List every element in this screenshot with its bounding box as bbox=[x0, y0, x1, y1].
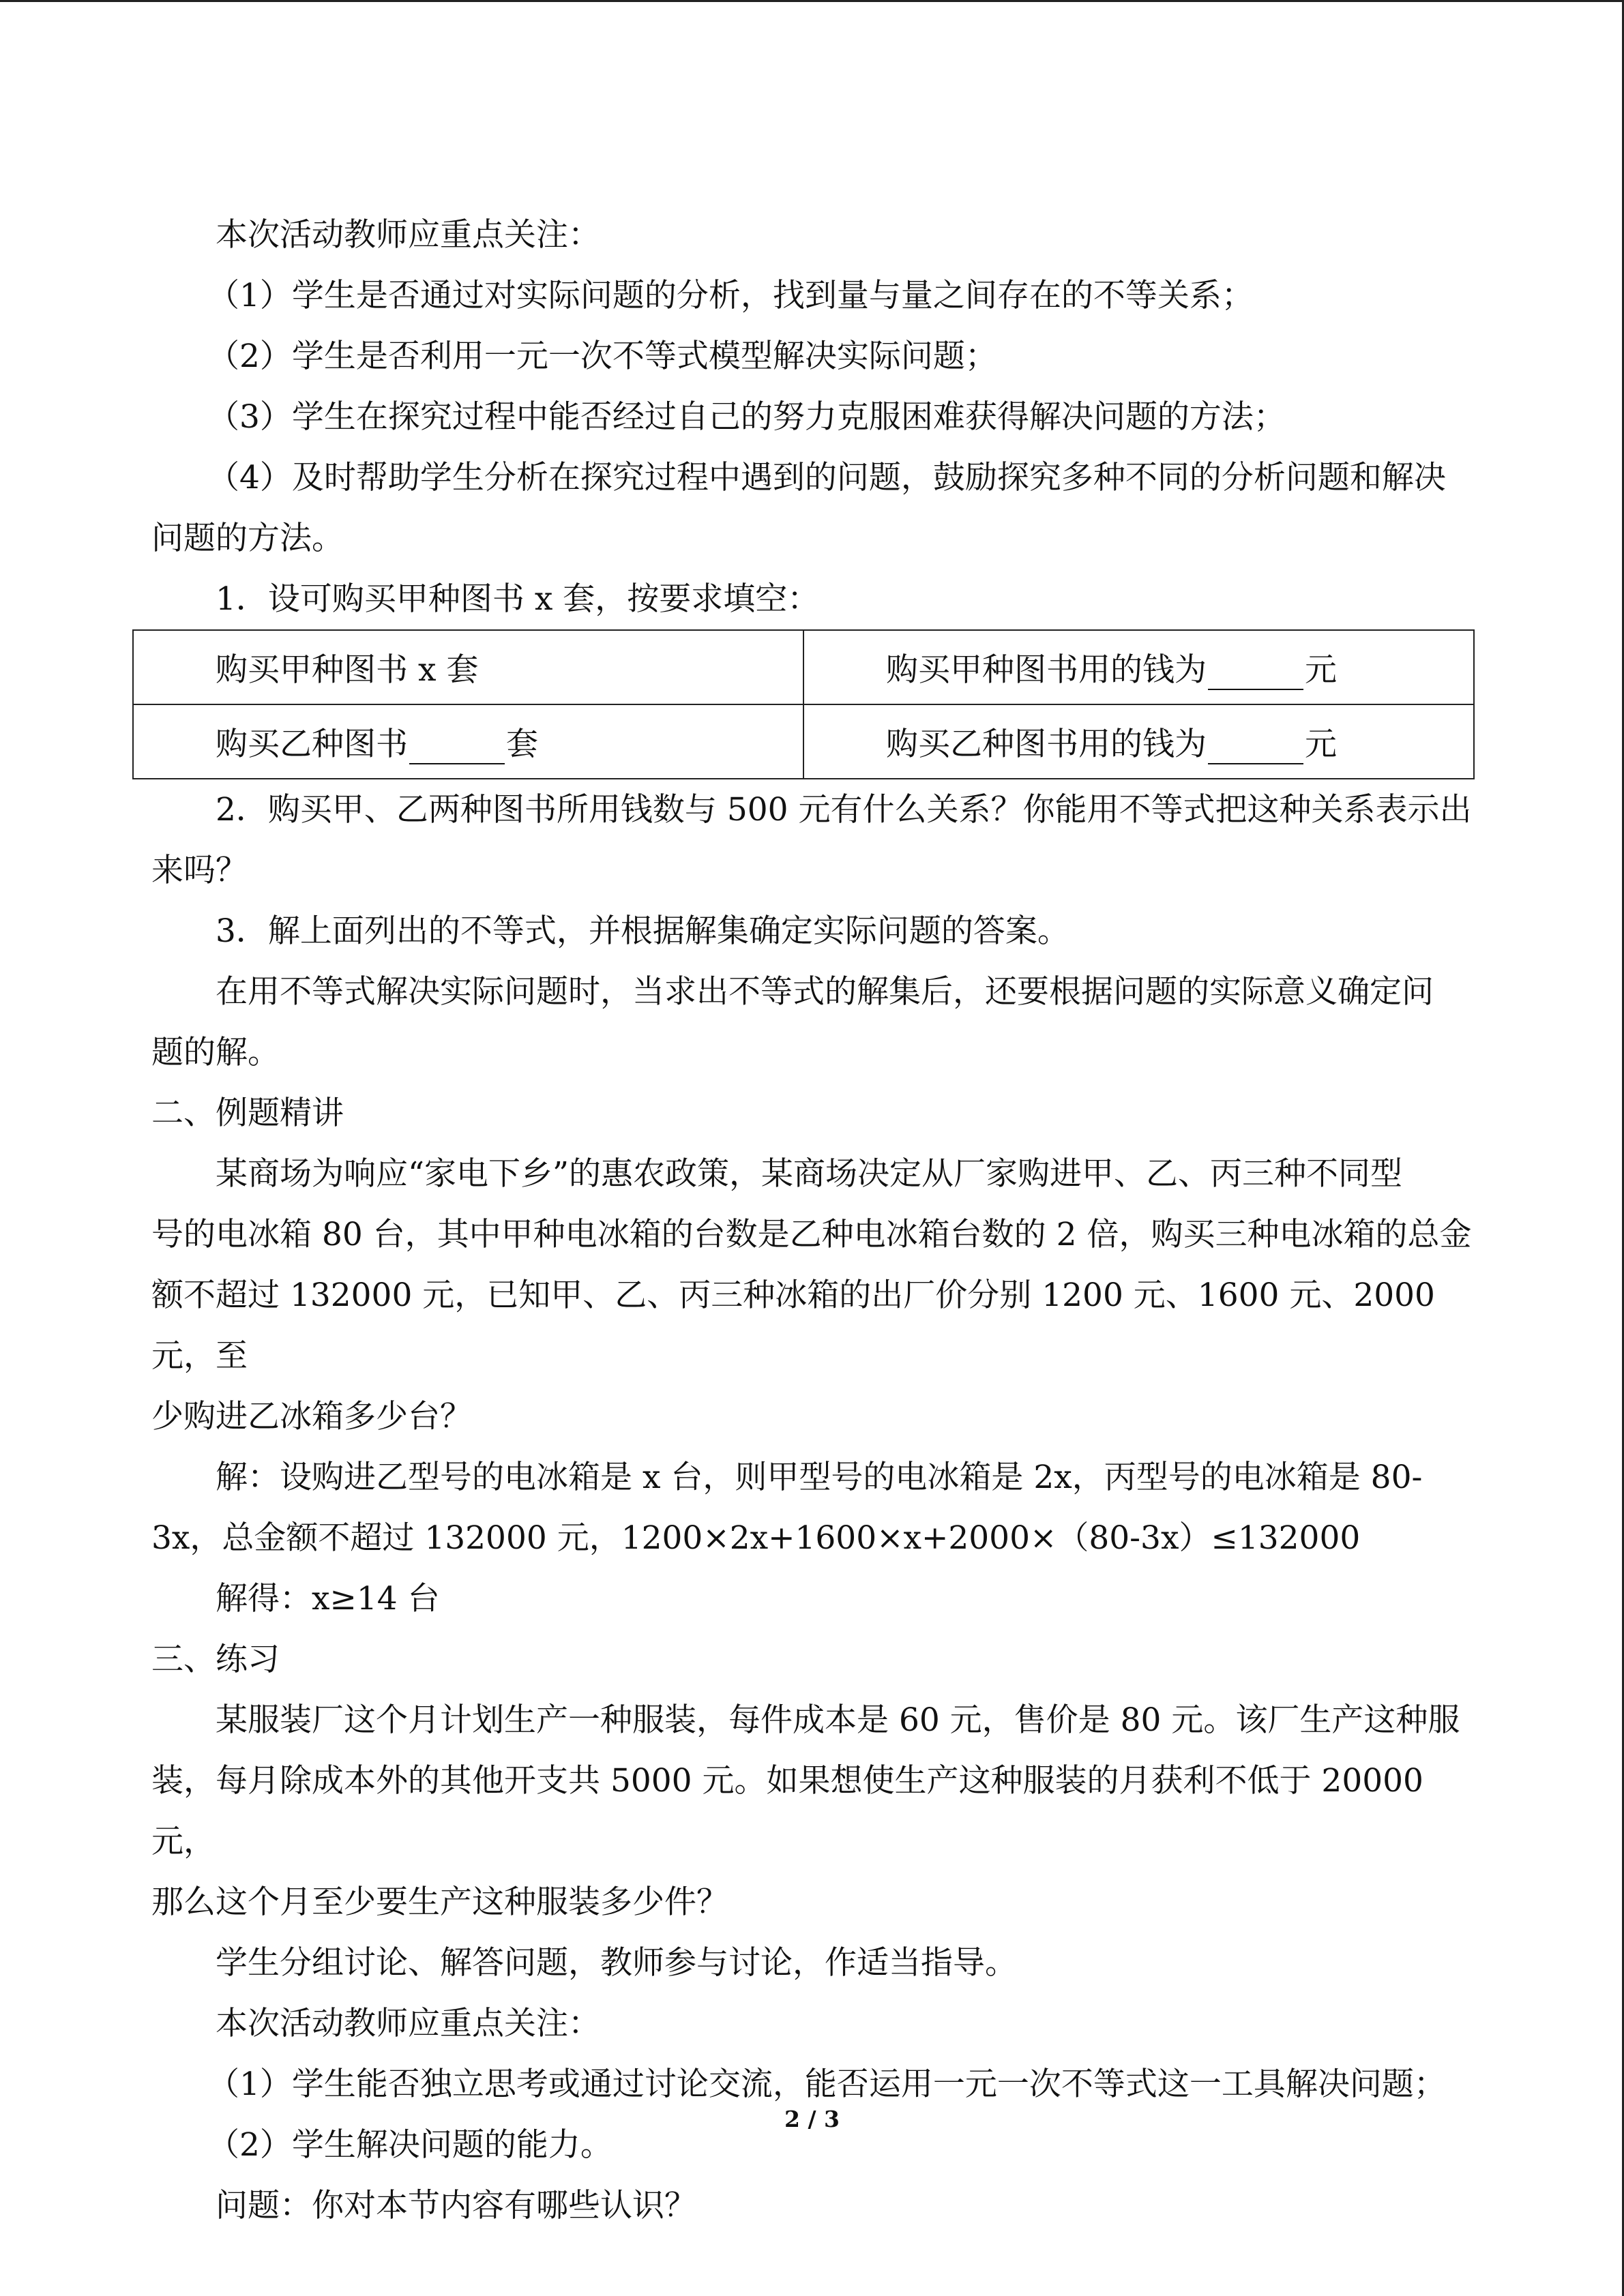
cell-text: 购买乙种图书用的钱为 bbox=[886, 726, 1207, 763]
focus2-title: 本次活动教师应重点关注： bbox=[216, 2005, 600, 2042]
table-cell bbox=[133, 630, 803, 704]
section-3-title: 三、练习 bbox=[151, 1641, 280, 1678]
practice-line: 那么这个月至少要生产这种服装多少件？ bbox=[151, 1883, 728, 1921]
focus-title: 本次活动教师应重点关注： bbox=[216, 216, 600, 254]
table-cell bbox=[803, 704, 1474, 779]
focus-item-4-line2: 问题的方法。 bbox=[151, 520, 344, 557]
cell-text: 购买甲种图书用的钱为 bbox=[886, 651, 1207, 689]
table-row bbox=[133, 704, 1474, 779]
table-cell bbox=[803, 630, 1474, 704]
question-2-line1: 2．购买甲、乙两种图书所用钱数与 500 元有什么关系？你能用不等式把这种关系表示出 bbox=[216, 791, 1472, 829]
blank-line bbox=[1208, 762, 1303, 764]
cell-text: 购买甲种图书 x 套 bbox=[216, 651, 479, 689]
focus-item-1: （1）学生是否通过对实际问题的分析，找到量与量之间存在的不等关系； bbox=[207, 277, 1254, 314]
cell-text: 元 bbox=[1305, 651, 1337, 689]
solution-line2: 3x，总金额不超过 132000 元，1200×2x+1600×x+2000×（80-3x）≤132000 bbox=[151, 1519, 1361, 1557]
example-line: 额不超过 132000 元，已知甲、乙、丙三种冰箱的出厂价分别 1200 元、1600 元、2000 元，至 bbox=[151, 1277, 1435, 1375]
note-line2: 题的解。 bbox=[151, 1034, 280, 1071]
focus-item-3: （3）学生在探究过程中能否经过自己的努力克服困难获得解决问题的方法； bbox=[207, 398, 1286, 436]
practice-line: 装，每月除成本外的其他开支共 5000 元。如果想使生产这种服装的月获利不低于 20000 元， bbox=[151, 1762, 1423, 1860]
discussion: 学生分组讨论、解答问题，教师参与讨论，作适当指导。 bbox=[216, 1944, 1017, 1982]
focus-item-4-line1: （4）及时帮助学生分析在探究过程中遇到的问题，鼓励探究多种不同的分析问题和解决 bbox=[207, 459, 1446, 496]
note-line1: 在用不等式解决实际问题时，当求出不等式的解集后，还要根据问题的实际意义确定问 bbox=[216, 973, 1434, 1011]
page-top-border bbox=[0, 0, 1624, 2]
page-number: 2 / 3 bbox=[784, 2106, 840, 2132]
example-line: 某商场为响应“家电下乡”的惠农政策，某商场决定从厂家购进甲、乙、丙三种不同型 bbox=[216, 1155, 1403, 1193]
question-2-line2: 来吗？ bbox=[151, 852, 248, 889]
question-1: 1．设可购买甲种图书 x 套，按要求填空： bbox=[216, 580, 820, 618]
cell-text: 元 bbox=[1305, 726, 1337, 763]
closing-question: 问题：你对本节内容有哪些认识？ bbox=[216, 2187, 696, 2224]
section-2-title: 二、例题精讲 bbox=[151, 1094, 344, 1132]
focus-item-2: （2）学生是否利用一元一次不等式模型解决实际问题； bbox=[207, 338, 997, 375]
blank-line bbox=[1208, 688, 1303, 690]
table-cell bbox=[133, 704, 803, 779]
cell-text: 购买乙种图书 bbox=[216, 726, 408, 763]
focus2-item-2: （2）学生解决问题的能力。 bbox=[207, 2126, 612, 2164]
document-body bbox=[151, 205, 1490, 2236]
example-line: 号的电冰箱 80 台，其中甲种电冰箱的台数是乙种电冰箱台数的 2 倍，购买三种电冰箱的总金 bbox=[151, 1216, 1472, 1253]
fill-in-table bbox=[132, 629, 1475, 779]
focus2-item-1: （1）学生能否独立思考或通过讨论交流，能否运用一元一次不等式这一工具解决问题； bbox=[207, 2066, 1446, 2103]
solution-result: 解得：x≥14 台 bbox=[216, 1580, 440, 1617]
practice-line: 某服装厂这个月计划生产一种服装，每件成本是 60 元，售价是 80 元。该厂生产这种服 bbox=[216, 1701, 1460, 1739]
question-3: 3．解上面列出的不等式，并根据解集确定实际问题的答案。 bbox=[216, 912, 1069, 950]
table-row bbox=[133, 630, 1474, 704]
example-line: 少购进乙冰箱多少台？ bbox=[151, 1398, 472, 1435]
cell-text: 套 bbox=[506, 726, 538, 763]
blank-line bbox=[409, 762, 505, 764]
solution-line1: 解：设购进乙型号的电冰箱是 x 台，则甲型号的电冰箱是 2x，丙型号的电冰箱是 80- bbox=[216, 1459, 1423, 1496]
